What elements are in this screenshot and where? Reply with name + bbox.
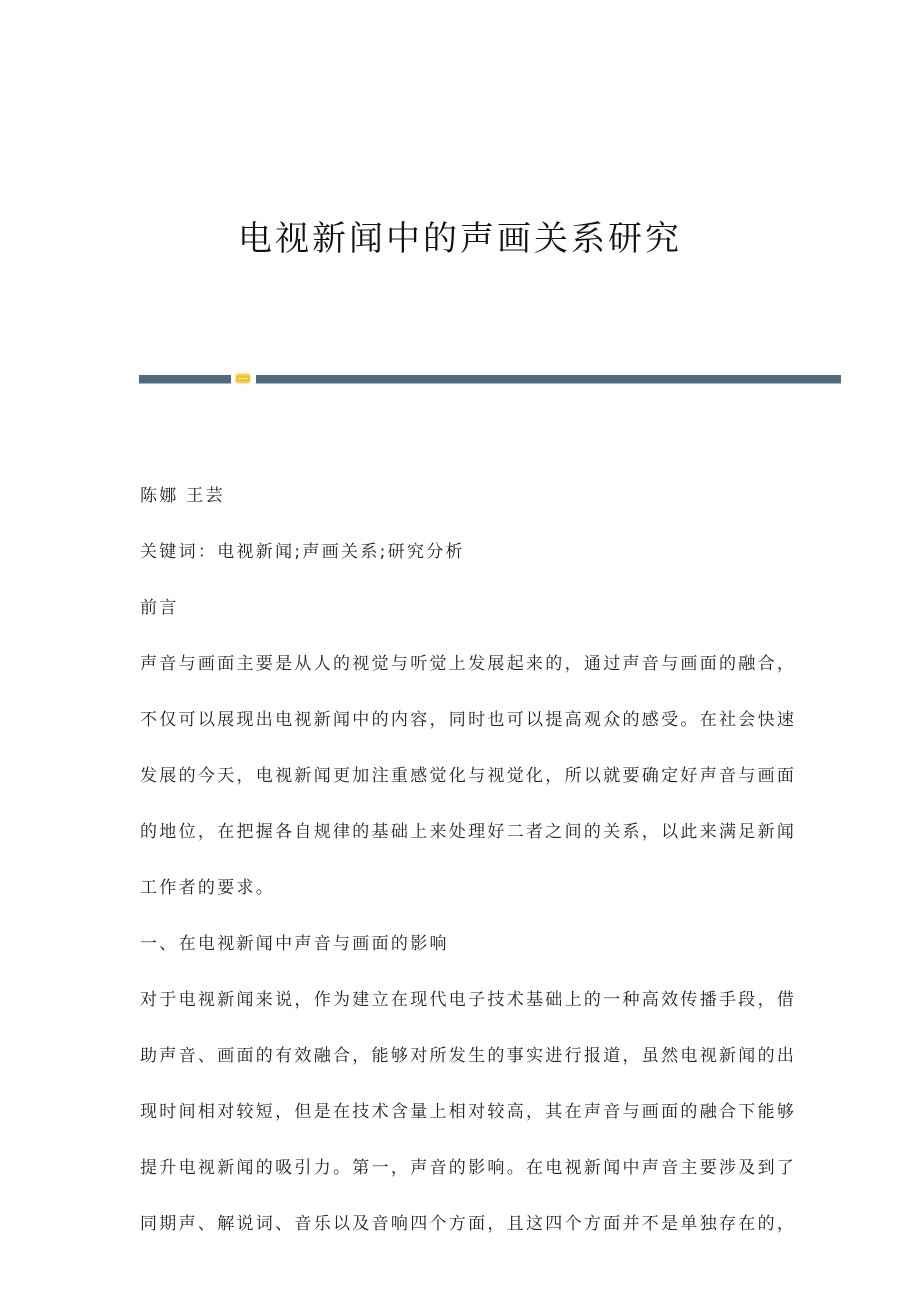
paragraph-line: 现时间相对较短，但是在技术含量上相对较高，其在声音与画面的融合下能够 — [140, 1102, 797, 1122]
paragraph-line: 声音与画面主要是从人的视觉与听觉上发展起来的，通过声音与画面的融合， — [140, 654, 797, 674]
paragraph-line: 同期声、解说词、音乐以及音响四个方面，且这四个方面并不是单独存在的， — [140, 1214, 797, 1234]
keywords: 关键词：电视新闻;声画关系;研究分析 — [140, 542, 465, 562]
divider-bar-right — [256, 375, 841, 384]
document-body — [140, 468, 797, 1252]
section1-paragraph — [140, 972, 797, 1252]
document-title: 电视新闻中的声画关系研究 — [238, 219, 682, 259]
paragraph-line: 不仅可以展现出电视新闻中的内容，同时也可以提高观众的感受。在社会快速 — [140, 710, 797, 730]
divider-gem-icon — [236, 374, 250, 383]
paragraph-line: 的地位，在把握各自规律的基础上来处理好二者之间的关系，以此来满足新闻 — [140, 822, 797, 842]
preface-paragraph — [140, 636, 797, 916]
paragraph-line: 发展的今天，电视新闻更加注重感觉化与视觉化，所以就要确定好声音与画面 — [140, 766, 797, 786]
section-heading: 一、在电视新闻中声音与画面的影响 — [140, 934, 449, 954]
preface-heading: 前言 — [140, 598, 179, 618]
title-divider — [139, 374, 841, 384]
paragraph-line: 对于电视新闻来说，作为建立在现代电子技术基础上的一种高效传播手段，借 — [140, 990, 797, 1010]
paragraph-line: 助声音、画面的有效融合，能够对所发生的事实进行报道，虽然电视新闻的出 — [140, 1046, 797, 1066]
paragraph-line: 工作者的要求。 — [140, 878, 276, 898]
divider-bar-left — [139, 375, 231, 384]
authors: 陈娜 王芸 — [140, 486, 225, 506]
paragraph-line: 提升电视新闻的吸引力。第一，声音的影响。在电视新闻中声音主要涉及到了 — [140, 1158, 797, 1178]
